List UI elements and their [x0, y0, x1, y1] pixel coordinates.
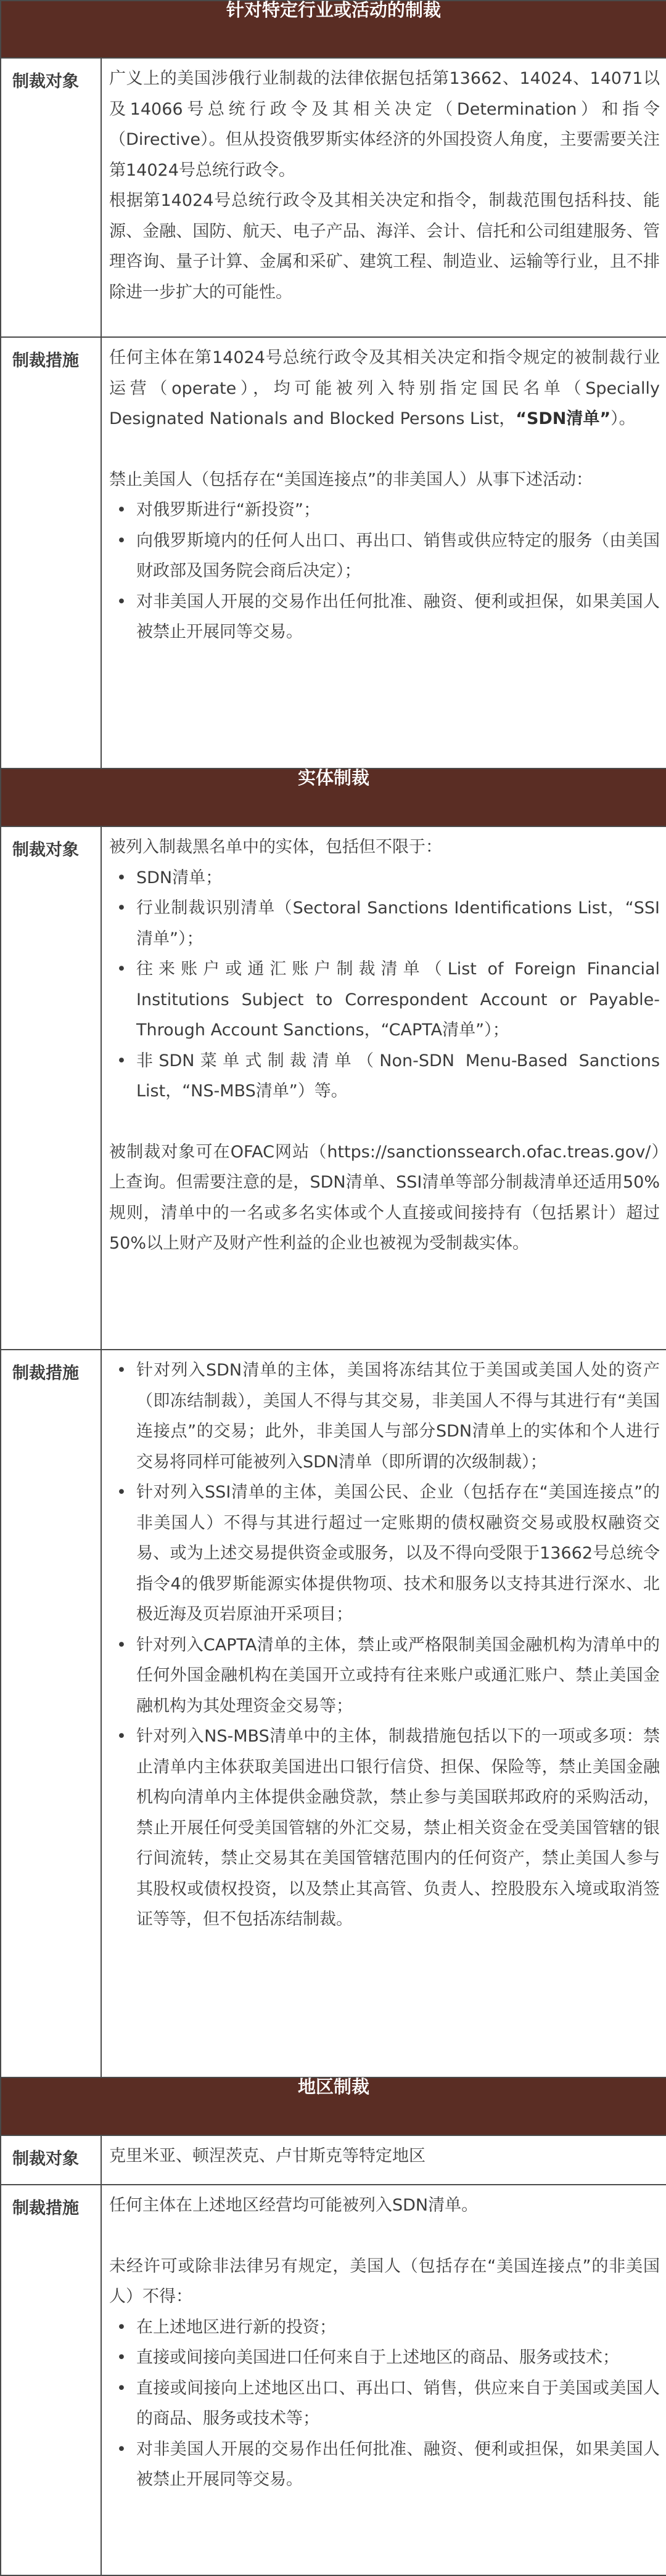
- row-entity-target: [1, 826, 666, 1350]
- section-header-region: [1, 2077, 666, 2135]
- bullet-list: [109, 1355, 660, 1935]
- paragraph: 禁止美国人（包括存在“美国连接点”的非美国人）从事下述活动：: [109, 470, 593, 489]
- list-item: • 往来账户或通汇账户制裁清单（List of Foreign Financial Institutions Subject to Correspondent Account or Payable-Through Account Sanctions，“CAPTA清单”）；: [109, 954, 660, 1046]
- text-run: ）。: [610, 409, 636, 428]
- list-item: • 针对列入CAPTA清单的主体，禁止或严格限制美国金融机构为清单中的任何外国金融机构在美国开立或持有往来账户或通汇账户、禁止美国金融机构为其处理资金交易等；: [109, 1630, 660, 1722]
- row-region-target: [1, 2135, 666, 2185]
- paragraph: 广义上的美国涉俄行业制裁的法律依据包括第13662、14024、14071以及14066号总统行政令及其相关决定（Determination）和指令（Directive）。但从投资俄罗斯实体经济的外国投资人角度，主要需要关注第14024号总统行政令。: [109, 69, 660, 180]
- row-industry-measures: [1, 337, 666, 768]
- row-content: 克里米亚、顿涅茨克、卢甘斯克等特定地区: [101, 2135, 666, 2185]
- list-item: • 对非美国人开展的交易作出任何批准、融资、便利或担保，如果美国人被禁止开展同等交易。: [109, 587, 660, 648]
- paragraph: 根据第14024号总统行政令及其相关决定和指令，制裁范围包括科技、能源、金融、国防、航天、电子产品、海洋、会计、信托和公司组建服务、管理咨询、量子计算、金属和采矿、建筑工程、制造业、运输等行业，且不排除进一步扩大的可能性。: [109, 191, 660, 302]
- row-industry-target: [1, 58, 666, 337]
- list-item: • 行业制裁识别清单（Sectoral Sanctions Identifications List，“SSI清单”）；: [109, 893, 660, 954]
- section-header-industry: [1, 1, 666, 58]
- row-label: 制裁对象: [1, 58, 101, 337]
- list-item: • 在上述地区进行新的投资；: [109, 2312, 660, 2343]
- list-item: • 针对列入SSI清单的主体，美国公民、企业（包括存在“美国连接点”的非美国人）不得与其进行超过一定账期的债权融资交易或股权融资交易、或为上述交易提供资金或服务，以及不得向受限于13662号总统令指令4的俄罗斯能源实体提供物项、技术和服务以支持其进行深水、北极近海及页岩原油开采项目；: [109, 1477, 660, 1630]
- row-label: 制裁对象: [1, 826, 101, 1350]
- paragraph: 被制裁对象可在OFAC网站（https://sanctionssearch.ofac.treas.gov/）上查询。但需要注意的是，SDN清单、SSI清单等部分制裁清单还适用50%规则，清单中的一名或多名实体或个人直接或间接持有（包括累计）超过50%以上财产及财产性利益的企业也被视为受制裁实体。: [109, 1142, 660, 1253]
- spacer: [109, 1107, 660, 1137]
- row-content: [101, 826, 666, 1350]
- row-content: [101, 1350, 666, 2077]
- bullet-list: [109, 863, 660, 1107]
- list-item: • 对俄罗斯进行“新投资”；: [109, 495, 660, 526]
- text-run: 任何主体在第14024号总统行政令及其相关决定和指令规定的被制裁行业运营（operate），均可能被列入特别指定国民名单（Specially Designated Nationals and Blocked Persons List，: [109, 348, 660, 428]
- list-item: • 直接或间接向上述地区出口、再出口、销售，供应来自于美国或美国人的商品、服务或技术等；: [109, 2373, 660, 2434]
- section-header-entity: [1, 768, 666, 826]
- list-item: • 向俄罗斯境内的任何人出口、再出口、销售或供应特定的服务（由美国财政部及国务院会商后决定）；: [109, 526, 660, 587]
- list-item: • 针对列入SDN清单的主体，美国将冻结其位于美国或美国人处的资产（即冻结制裁），美国人不得与其交易，非美国人不得与其进行有“美国连接点”的交易；此外，非美国人与部分SDN清单上的实体和个人进行交易将同样可能被列入SDN清单（即所谓的次级制裁）；: [109, 1355, 660, 1477]
- row-content: [101, 337, 666, 768]
- bullet-list: [109, 495, 660, 648]
- list-item: • 直接或间接向美国进口任何来自于上述地区的商品、服务或技术；: [109, 2342, 660, 2373]
- section-title: 实体制裁: [298, 767, 370, 788]
- row-label: 制裁措施: [1, 2185, 101, 2575]
- list-item: • SDN清单；: [109, 863, 660, 894]
- row-content: [101, 2185, 666, 2575]
- spacer: [109, 2221, 660, 2251]
- paragraph: [109, 343, 660, 434]
- bullet-list: [109, 2312, 660, 2495]
- row-entity-measures: [1, 1350, 666, 2077]
- row-label: 制裁措施: [1, 1350, 101, 2077]
- row-label: 制裁对象: [1, 2135, 101, 2185]
- section-title: 地区制裁: [298, 2076, 370, 2097]
- list-item: • 针对列入NS-MBS清单中的主体，制裁措施包括以下的一项或多项：禁止清单内主体获取美国进出口银行信贷、担保、保险等，禁止美国金融机构向清单内主体提供金融贷款，禁止参与美国联邦政府的采购活动，禁止开展任何受美国管辖的外汇交易，禁止相关资金在受美国管辖的银行间流转，禁止交易其在美国管辖范围内的任何资产，禁止美国人参与其股权或债权投资，以及禁止其高管、负责人、控股股东入境或取消签证等等，但不包括冻结制裁。: [109, 1721, 660, 1935]
- row-label: 制裁措施: [1, 337, 101, 768]
- list-item: • 对非美国人开展的交易作出任何批准、融资、便利或担保，如果美国人被禁止开展同等交易。: [109, 2434, 660, 2495]
- row-region-measures: [1, 2185, 666, 2575]
- list-item: • 非SDN菜单式制裁清单（Non-SDN Menu-Based Sanctions List，“NS-MBS清单”）等。: [109, 1046, 660, 1107]
- section-title: 针对特定行业或活动的制裁: [226, 0, 442, 20]
- paragraph: 任何主体在上述地区经营均可能被列入SDN清单。: [109, 2196, 479, 2215]
- paragraph: 未经许可或除非法律另有规定，美国人（包括存在“美国连接点”的非美国人）不得：: [109, 2256, 660, 2306]
- spacer: [109, 434, 660, 465]
- row-content: [101, 58, 666, 337]
- sdn-list-term: “SDN清单”: [516, 409, 611, 428]
- paragraph: 被列入制裁黑名单中的实体，包括但不限于：: [109, 838, 442, 857]
